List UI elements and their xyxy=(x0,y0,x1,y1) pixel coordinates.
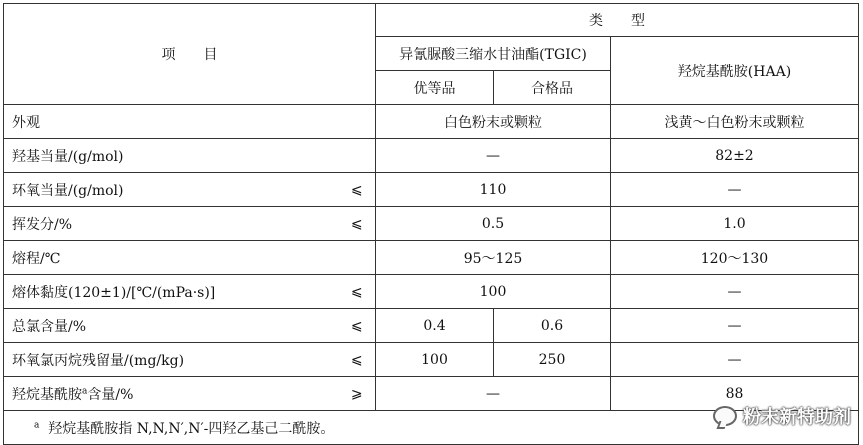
row-tgic-a: 100 xyxy=(376,343,494,377)
footnote-mark: a xyxy=(34,419,40,430)
row-haa: 1.0 xyxy=(611,207,859,241)
row-haa: — xyxy=(611,275,859,309)
row-sym: ⩽ xyxy=(339,275,376,309)
table-row xyxy=(4,309,859,343)
table-row xyxy=(4,173,859,207)
row-item: 熔程/℃ xyxy=(4,241,339,275)
row-haa: — xyxy=(611,309,859,343)
footnote-text: 羟烷基酰胺指 N,N,N′,N′-四羟乙基己二酰胺。 xyxy=(48,420,335,437)
watermark-text: 粉末新特助剂 xyxy=(743,407,851,428)
row-item: 总氯含量/% xyxy=(4,309,339,343)
header-type: 类 型 xyxy=(376,4,859,37)
row-tgic: — xyxy=(376,377,611,411)
header-grade-b: 合格品 xyxy=(494,71,611,105)
header-haa: 羟烷基酰胺(HAA) xyxy=(611,37,859,105)
row-item: 羟烷基酰胺$^a$含量/% xyxy=(4,377,339,411)
table-row xyxy=(4,241,859,275)
row-sym: ⩽ xyxy=(339,343,376,377)
table-row xyxy=(4,275,859,309)
row-sym: ⩽ xyxy=(339,207,376,241)
row-item: 羟基当量/(g/mol) xyxy=(4,139,339,173)
table-row xyxy=(4,105,859,139)
row-sym xyxy=(339,241,376,275)
spec-table xyxy=(3,3,859,445)
table-row xyxy=(4,139,859,173)
row-sym xyxy=(339,105,376,139)
row-sym xyxy=(339,139,376,173)
row-item: 熔体黏度(120±1)/[℃/(mPa·s)] xyxy=(4,275,339,309)
row-item: 环氧当量/(g/mol) xyxy=(4,173,339,207)
row-sym: ⩽ xyxy=(339,173,376,207)
table-row xyxy=(4,207,859,241)
row-tgic: 95～125 xyxy=(376,241,611,275)
header-grade-a: 优等品 xyxy=(376,71,494,105)
row-tgic: 100 xyxy=(376,275,611,309)
table-row xyxy=(4,343,859,377)
watermark xyxy=(713,403,851,429)
row-tgic: 110 xyxy=(376,173,611,207)
row-tgic: 0.5 xyxy=(376,207,611,241)
row-haa: 120～130 xyxy=(611,241,859,275)
row-tgic: — xyxy=(376,139,611,173)
header-tgic: 异氰脲酸三缩水甘油酯(TGIC) xyxy=(376,37,611,71)
row-tgic-b: 250 xyxy=(494,343,611,377)
row-item: 外观 xyxy=(4,105,339,139)
row-item: 环氧氯丙烷残留量/(mg/kg) xyxy=(4,343,339,377)
row-haa: 82±2 xyxy=(611,139,859,173)
row-tgic: 白色粉末或颗粒 xyxy=(376,105,611,139)
row-item: 挥发分/% xyxy=(4,207,339,241)
row-haa: 浅黄～白色粉末或颗粒 xyxy=(611,105,859,139)
row-haa: — xyxy=(611,173,859,207)
wechat-icon xyxy=(713,406,737,426)
row-haa: 88 xyxy=(611,377,859,411)
row-tgic-b: 0.6 xyxy=(494,309,611,343)
header-item: 项 目 xyxy=(4,4,376,105)
row-haa: — xyxy=(611,343,859,377)
footnote-ref: a xyxy=(82,385,88,396)
row-tgic-a: 0.4 xyxy=(376,309,494,343)
row-sym: ⩽ xyxy=(339,309,376,343)
row-sym: ⩾ xyxy=(339,377,376,411)
